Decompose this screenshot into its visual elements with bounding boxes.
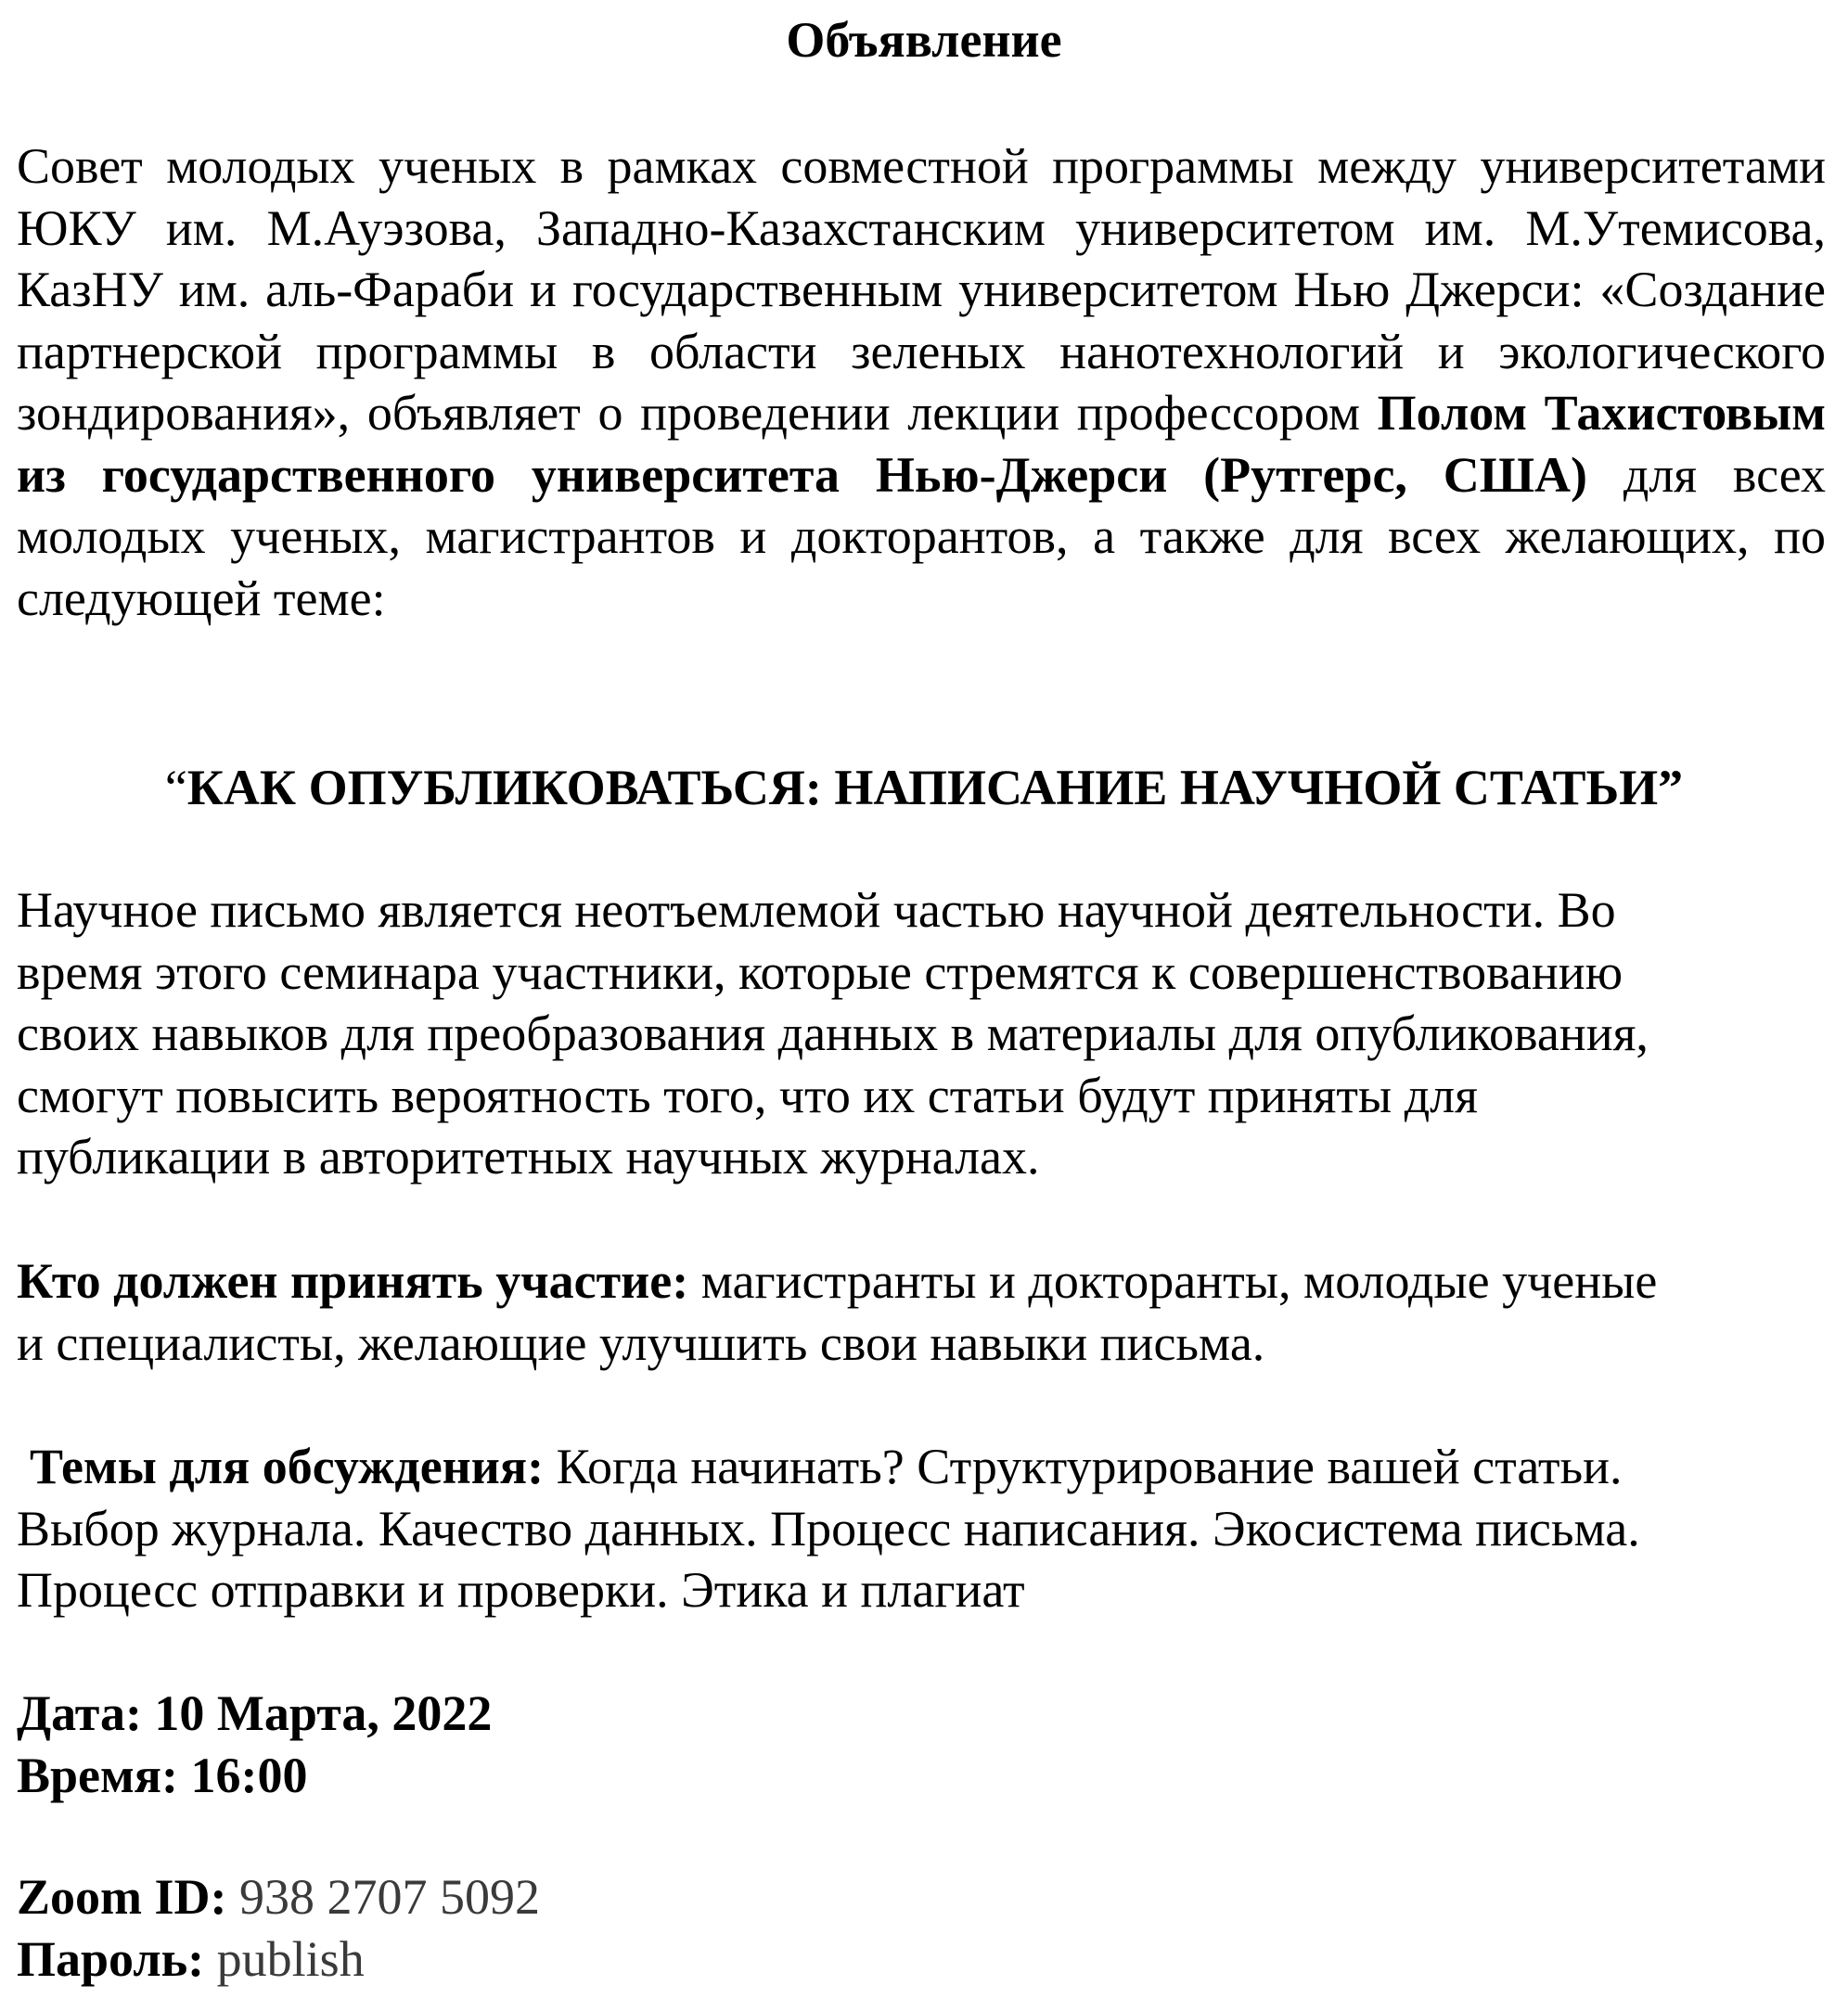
description-line: Научное письмо является неотъемлемой частью научной деятельности. Во <box>17 882 1616 938</box>
discussion-topics-label: Темы для обсуждения: <box>30 1439 545 1494</box>
intro-paragraph <box>17 135 1826 629</box>
page-title: Объявление <box>786 12 1062 68</box>
event-datetime <box>17 1683 492 1806</box>
zoom-password-label: Пароль: <box>17 1930 205 1987</box>
description-paragraph <box>17 879 1826 1188</box>
discussion-topics-paragraph <box>17 1436 1826 1621</box>
audience-label: Кто должен принять участие: <box>17 1253 689 1309</box>
description-line: публикации в авторитетных научных журналах. <box>17 1129 1040 1185</box>
topic-title: КАК ОПУБЛИКОВАТЬСЯ: НАПИСАНИЕ НАУЧНОЙ СТАТЬИ <box>186 760 1659 815</box>
zoom-id-label: Zoom ID: <box>17 1869 227 1925</box>
audience-line: и специалисты, желающие улучшить свои навыки письма. <box>17 1314 1265 1371</box>
description-line: время этого семинара участники, которые стремятся к совершенствованию <box>17 943 1623 1000</box>
discussion-topics-line: Когда начинать? Структурирование вашей статьи. <box>544 1439 1623 1494</box>
description-line: своих навыков для преобразования данных в материалы для опубликования, <box>17 1006 1649 1061</box>
lecturer-name: Полом Тахистовым из государственного университета Нью-Джерси (Рутгерс, США) <box>17 385 1826 503</box>
event-date: Дата: 10 Марта, 2022 <box>17 1685 493 1741</box>
intro-text-after: для всех молодых ученых, магистрантов и докторантов, а также для всех желающих, по следующей теме: <box>17 446 1826 626</box>
description-line: смогут повысить вероятность того, что их статьи будут приняты для <box>17 1067 1478 1123</box>
event-time: Время: 16:00 <box>17 1747 308 1803</box>
zoom-id-value[interactable]: 938 2707 5092 <box>226 1869 540 1925</box>
intro-text-before: Совет молодых ученых в рамках совместной программы между университетами ЮКУ им. М.Ауэзова, Западно-Казахстанским университетом им. М.Утемисова, КазНУ им. аль-Фараби и государственным университетом Нью Джерси: «Создание партнерской программы в области зеленых нанотехнологий и экологического зондирования», объявляет о проведении лекции профессором <box>17 138 1826 441</box>
discussion-topics-line: Процесс отправки и проверки. Этика и плагиат <box>17 1562 1025 1618</box>
zoom-password-value[interactable]: publish <box>204 1930 365 1987</box>
topic-close-quote: ” <box>1658 760 1684 815</box>
topic-open-quote: “ <box>164 760 187 815</box>
audience-line: магистранты и докторанты, молодые ученые <box>688 1253 1658 1309</box>
zoom-details <box>17 1866 540 1990</box>
lecture-topic <box>0 757 1848 818</box>
discussion-topics-line: Выбор журнала. Качество данных. Процесс написания. Экосистема письма. <box>17 1500 1640 1556</box>
audience-paragraph <box>17 1250 1826 1374</box>
